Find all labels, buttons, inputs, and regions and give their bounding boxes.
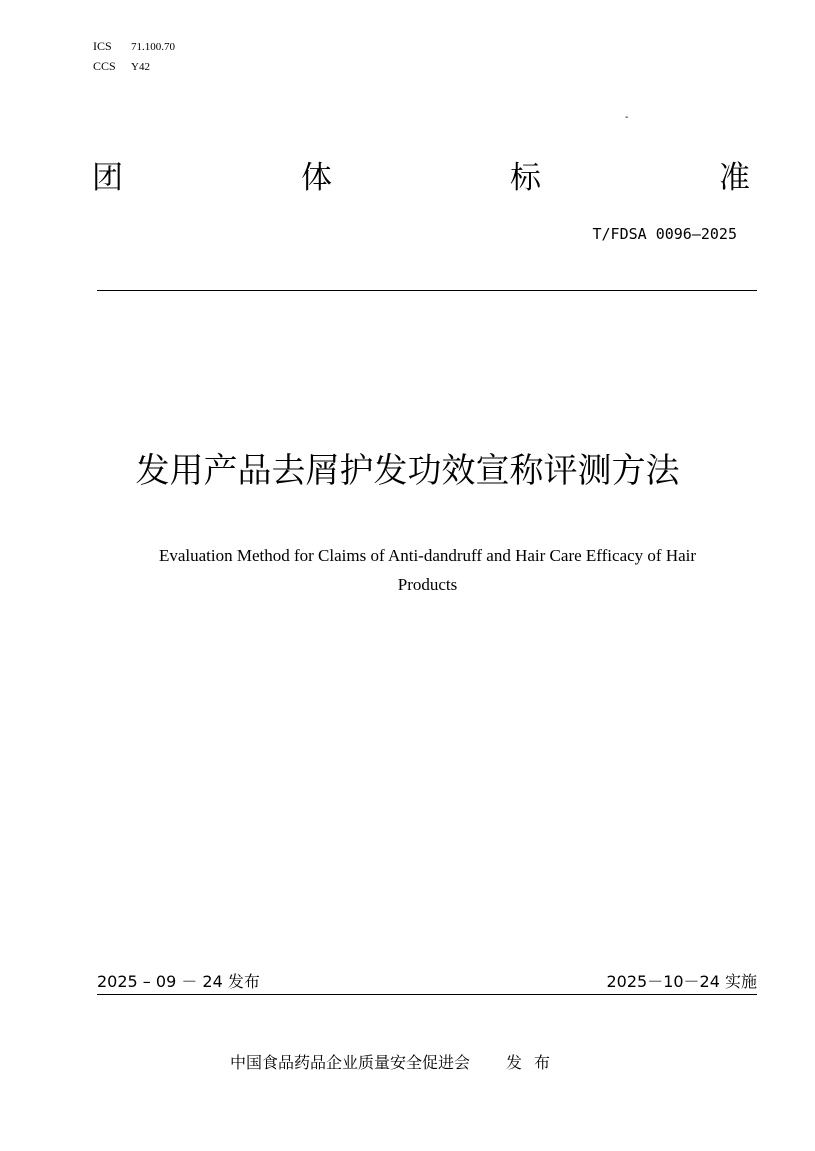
standard-type-char: 体 (301, 160, 332, 196)
title-chinese: 发用产品去屑护发功效宣称评测方法 (135, 451, 680, 491)
bottom-divider (97, 994, 757, 995)
ics-label: ICS (93, 39, 112, 53)
title-english (110, 541, 745, 599)
implement-date: 2025－10－24 实施 (606, 972, 757, 991)
standard-type-char: 标 (510, 160, 541, 196)
standard-type-char: 团 (92, 160, 123, 196)
standard-type-char: 准 (719, 160, 750, 196)
title-english-line: Products (397, 575, 458, 594)
title-english-line: Evaluation Method for Claims of Anti-dandruff and Hair Care Efficacy of Hair (158, 546, 697, 565)
standard-number: T/FDSA 0096—2025 (592, 225, 737, 243)
small-mark: - (625, 112, 629, 123)
top-divider (97, 290, 757, 291)
publisher-line (230, 1051, 562, 1075)
standard-type-heading (92, 158, 750, 198)
publish-label: 发布 (506, 1053, 563, 1072)
ccs-label: CCS (93, 59, 116, 73)
ccs-line (93, 58, 150, 75)
ics-line (93, 38, 175, 55)
ics-value: 71.100.70 (131, 41, 175, 53)
publisher-name: 中国食品药品企业质量安全促进会 (230, 1053, 471, 1072)
ccs-value: Y42 (131, 61, 150, 73)
release-date: 2025 – 09 － 24 发布 (97, 972, 260, 991)
